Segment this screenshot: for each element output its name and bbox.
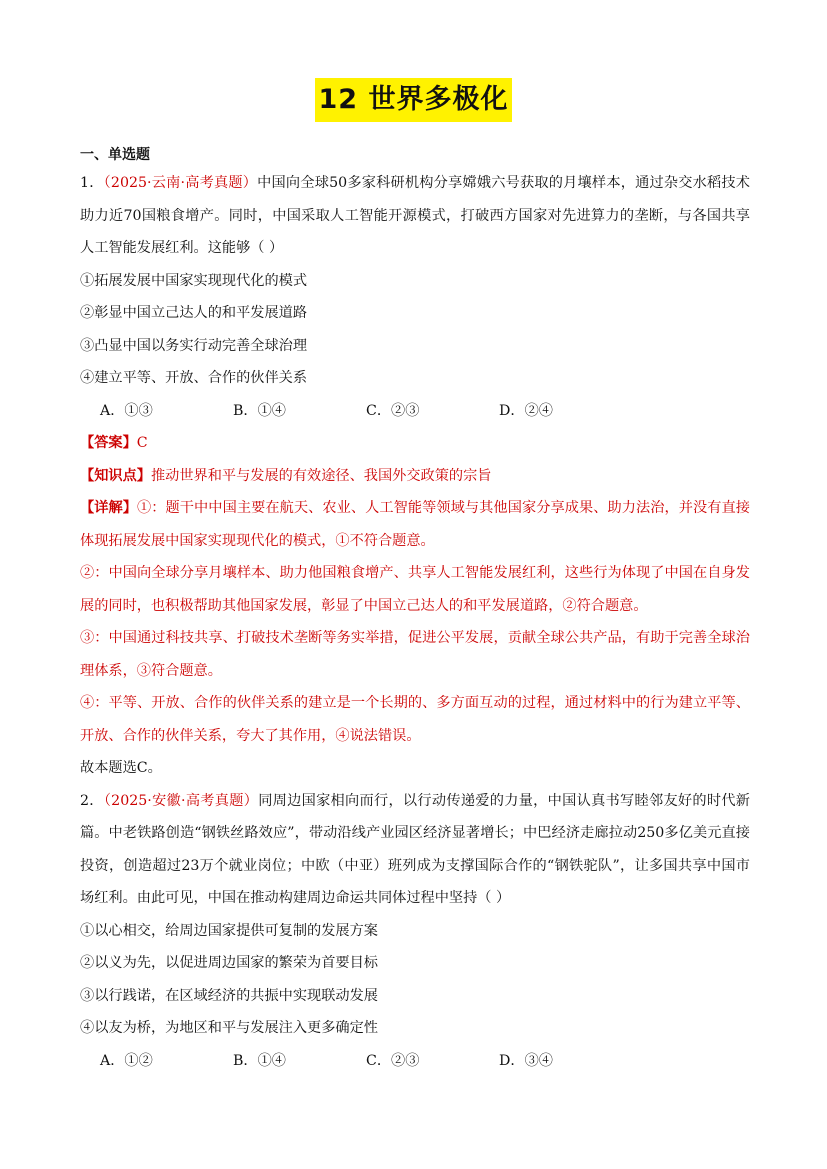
detail-paragraph: ③：中国通过科技共享、打破技术垄断等务实举措，促进公平发展，贡献全球公共产品，有助于完善全球治理体系，③符合题意。 — [80, 630, 750, 679]
statement-item: ③以行践诺，在区域经济的共振中实现联动发展 — [80, 987, 378, 1004]
option-b: B．①④ — [233, 1052, 286, 1069]
answer-label: 【答案】 — [80, 435, 137, 451]
section-heading: 一、单选题 — [80, 147, 150, 163]
detail-paragraph — [80, 492, 750, 557]
conclusion: 故本题选C。 — [80, 760, 162, 776]
option-b: B．①④ — [233, 402, 286, 419]
page-title: 12 世界多极化 — [315, 78, 513, 122]
content — [80, 143, 750, 1077]
knowledge-point-line — [80, 460, 750, 493]
detail-paragraph: ②：中国向全球分享月壤样本、助力他国粮食增产、共享人工智能发展红利，这些行为体现了中国在自身发展的同时，也积极帮助其他国家发展，彰显了中国立己达人的和平发展道路，②符合题意。 — [80, 565, 750, 614]
answer-options — [80, 395, 750, 428]
question-number: 2． — [80, 792, 104, 809]
statement-item: ①拓展发展中国家实现现代化的模式 — [80, 272, 308, 289]
answer-value: C — [136, 435, 148, 451]
question-text: 同周边国家相向而行，以行动传递爱的力量，中国认真书写睦邻友好的时代新篇。中老铁路创造“钢铁丝路效应”，带动沿线产业园区经济显著增长；中巴经济走廊拉动250多亿美元直接投资，创造超过23万个就业岗位；中欧（中亚）班列成为支撑国际合作的“钢铁驼队”，让多国共享中国市场红利。由此可见，中国在推动构建周边命运共同体过程中坚持（ ） — [80, 792, 750, 906]
option-a: A．①② — [100, 1052, 153, 1069]
option-c: C．②③ — [366, 1052, 420, 1069]
detail-paragraph: ④：平等、开放、合作的伙伴关系的建立是一个长期的、多方面互动的过程，通过材料中的行为建立平等、开放、合作的伙伴关系，夸大了其作用，④说法错误。 — [80, 695, 750, 744]
question-text: 中国向全球50多家科研机构分享嫦娥六号获取的月壤样本，通过杂交水稻技术助力近70国粮食增产。同时，中国采取人工智能开源模式，打破西方国家对先进算力的垄断，与各国共享人工智能发展红利。这能够（ ） — [80, 175, 750, 256]
answer-line — [80, 427, 750, 460]
option-a: A．①③ — [100, 402, 153, 419]
option-d: D．②④ — [499, 402, 553, 419]
statement-item: ②彰显中国立己达人的和平发展道路 — [80, 305, 308, 321]
option-d: D．③④ — [499, 1052, 553, 1069]
detail-label: 【详解】 — [80, 500, 138, 516]
option-c: C．②③ — [366, 402, 420, 419]
question-1-stem — [80, 167, 750, 265]
statement-item: ①以心相交，给周边国家提供可复制的发展方案 — [80, 922, 378, 939]
answer-options — [80, 1045, 750, 1078]
question-number: 1． — [80, 175, 104, 191]
question-source: （2025·云南·高考真题） — [103, 175, 258, 191]
question-2-stem — [80, 785, 750, 915]
statement-item: ②以义为先，以促进周边国家的繁荣为首要目标 — [80, 955, 378, 971]
question-source: （2025·安徽·高考真题） — [103, 792, 259, 809]
knowledge-point-label: 【知识点】 — [80, 467, 151, 484]
statement-item: ③凸显中国以务实行动完善全球治理 — [80, 337, 308, 354]
statement-item: ④建立平等、开放、合作的伙伴关系 — [80, 370, 308, 386]
detail-text: ①：题干中中国主要在航天、农业、人工智能等领域与其他国家分享成果、助力法治，并没有直接体现拓展发展中国家实现现代化的模式，①不符合题意。 — [80, 500, 750, 549]
title-wrap — [0, 78, 827, 122]
knowledge-point-text: 推动世界和平与发展的有效途径、我国外交政策的宗旨 — [150, 467, 492, 484]
statement-item: ④以友为桥，为地区和平与发展注入更多确定性 — [80, 1020, 378, 1036]
